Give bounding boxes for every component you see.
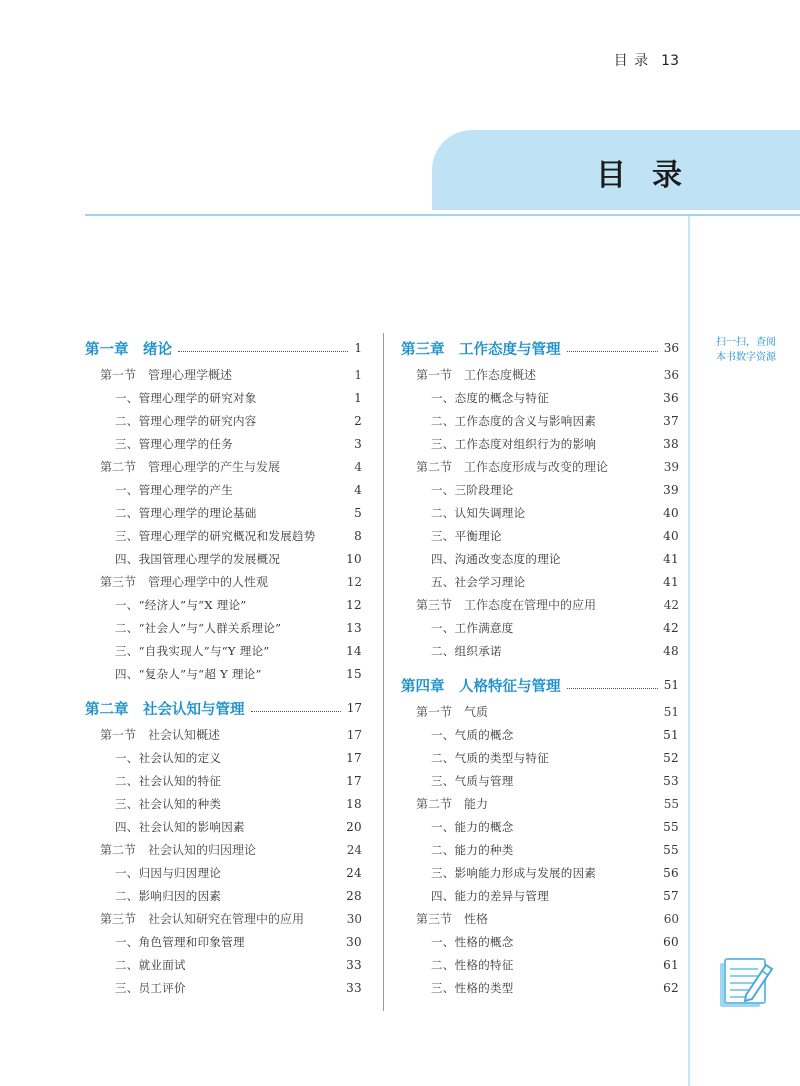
scan-note-line2: 本书数字资源 bbox=[716, 352, 776, 363]
item-page-number: 48 bbox=[663, 643, 679, 658]
dot-leader bbox=[178, 351, 348, 352]
item-page-number: 17 bbox=[346, 773, 362, 788]
toc-section[interactable] bbox=[85, 455, 362, 478]
toc-item[interactable] bbox=[401, 769, 679, 792]
item-page-number: 55 bbox=[663, 842, 679, 857]
chapter-title: 第三章 工作态度与管理 bbox=[401, 341, 561, 358]
item-page-number: 4 bbox=[354, 482, 362, 497]
section-title: 第一节 社会认知概述 bbox=[100, 728, 221, 742]
item-page-number: 41 bbox=[663, 574, 679, 589]
section-title: 第二节 能力 bbox=[416, 797, 489, 811]
item-title: 三、员工评价 bbox=[115, 980, 186, 995]
item-page-number: 36 bbox=[663, 390, 679, 405]
toc-section[interactable] bbox=[401, 907, 679, 930]
item-page-number: 42 bbox=[663, 620, 679, 635]
toc-item[interactable] bbox=[85, 662, 362, 685]
item-page-number: 3 bbox=[354, 436, 362, 451]
section-page-number: 42 bbox=[663, 597, 679, 612]
toc-section[interactable] bbox=[401, 700, 679, 723]
section-title: 第二节 工作态度形成与改变的理论 bbox=[416, 460, 609, 474]
item-page-number: 13 bbox=[346, 620, 362, 635]
section-title: 第三节 性格 bbox=[416, 912, 489, 926]
toc-item[interactable] bbox=[85, 432, 362, 455]
toc-item[interactable] bbox=[401, 976, 679, 999]
toc-item[interactable] bbox=[85, 409, 362, 432]
toc-item[interactable] bbox=[401, 409, 679, 432]
section-page-number: 12 bbox=[346, 574, 362, 589]
item-page-number: 52 bbox=[663, 750, 679, 765]
item-title: 二、就业面试 bbox=[115, 957, 186, 972]
item-title: 三、社会认知的种类 bbox=[115, 796, 222, 811]
item-title: 三、管理心理学的任务 bbox=[115, 436, 233, 451]
section-title: 第一节 工作态度概述 bbox=[416, 368, 537, 382]
item-title: 一、“经济人”与“X 理论” bbox=[115, 597, 247, 612]
dot-leader bbox=[567, 688, 658, 689]
item-title: 四、“复杂人”与“超 Y 理论” bbox=[115, 666, 262, 681]
item-page-number: 17 bbox=[346, 750, 362, 765]
item-title: 三、性格的类型 bbox=[431, 980, 514, 995]
chapter-title: 第二章 社会认知与管理 bbox=[85, 701, 245, 718]
toc-item[interactable] bbox=[401, 723, 679, 746]
toc-item[interactable] bbox=[401, 861, 679, 884]
chapter-page-number: 36 bbox=[663, 341, 679, 355]
toc-section[interactable] bbox=[85, 838, 362, 861]
toc-item[interactable] bbox=[85, 616, 362, 639]
item-page-number: 60 bbox=[663, 934, 679, 949]
toc-item[interactable] bbox=[401, 930, 679, 953]
item-title: 二、组织承诺 bbox=[431, 643, 502, 658]
toc-chapter[interactable] bbox=[401, 670, 679, 700]
toc-item[interactable] bbox=[85, 501, 362, 524]
toc-item[interactable] bbox=[85, 861, 362, 884]
item-page-number: 40 bbox=[663, 505, 679, 520]
item-title: 三、平衡理论 bbox=[431, 528, 502, 543]
toc-item[interactable] bbox=[85, 930, 362, 953]
toc-section[interactable] bbox=[85, 723, 362, 746]
toc-item[interactable] bbox=[401, 746, 679, 769]
toc-item[interactable] bbox=[85, 976, 362, 999]
item-page-number: 5 bbox=[354, 505, 362, 520]
note-edit-icon bbox=[716, 953, 774, 1011]
toc-section[interactable] bbox=[85, 570, 362, 593]
item-title: 四、沟通改变态度的理论 bbox=[431, 551, 561, 566]
item-page-number: 20 bbox=[346, 819, 362, 834]
item-title: 二、管理心理学的研究内容 bbox=[115, 413, 257, 428]
item-title: 二、影响归因的因素 bbox=[115, 888, 222, 903]
item-title: 五、社会学习理论 bbox=[431, 574, 526, 589]
item-title: 二、社会认知的特征 bbox=[115, 773, 222, 788]
item-page-number: 56 bbox=[663, 865, 679, 880]
toc-item[interactable] bbox=[85, 746, 362, 769]
section-page-number: 39 bbox=[663, 459, 679, 474]
toc-item[interactable] bbox=[401, 838, 679, 861]
section-page-number: 24 bbox=[346, 842, 362, 857]
item-title: 三、气质与管理 bbox=[431, 773, 514, 788]
item-page-number: 61 bbox=[663, 957, 679, 972]
section-title: 第一节 管理心理学概述 bbox=[100, 368, 233, 382]
item-page-number: 28 bbox=[346, 888, 362, 903]
section-title: 第三节 工作态度在管理中的应用 bbox=[416, 598, 597, 612]
item-title: 二、气质的类型与特征 bbox=[431, 750, 549, 765]
item-title: 二、能力的种类 bbox=[431, 842, 514, 857]
item-title: 三、管理心理学的研究概况和发展趋势 bbox=[115, 528, 316, 543]
toc-item[interactable] bbox=[85, 769, 362, 792]
item-title: 四、社会认知的影响因素 bbox=[115, 819, 245, 834]
toc-item[interactable] bbox=[85, 524, 362, 547]
item-page-number: 10 bbox=[346, 551, 362, 566]
toc-item[interactable] bbox=[401, 386, 679, 409]
column-divider bbox=[383, 333, 384, 1011]
dot-leader bbox=[251, 711, 341, 712]
item-title: 一、工作满意度 bbox=[431, 620, 514, 635]
toc-section[interactable] bbox=[85, 363, 362, 386]
toc-item[interactable] bbox=[401, 432, 679, 455]
toc-item[interactable] bbox=[85, 884, 362, 907]
item-page-number: 37 bbox=[663, 413, 679, 428]
toc-item[interactable] bbox=[85, 815, 362, 838]
toc-section[interactable] bbox=[401, 792, 679, 815]
item-title: 二、管理心理学的理论基础 bbox=[115, 505, 257, 520]
toc-item[interactable] bbox=[401, 547, 679, 570]
item-page-number: 41 bbox=[663, 551, 679, 566]
item-page-number: 2 bbox=[354, 413, 362, 428]
section-title: 第一节 气质 bbox=[416, 705, 489, 719]
toc-item[interactable] bbox=[401, 570, 679, 593]
toc-item[interactable] bbox=[401, 478, 679, 501]
toc-item[interactable] bbox=[401, 953, 679, 976]
item-page-number: 40 bbox=[663, 528, 679, 543]
section-page-number: 60 bbox=[663, 911, 679, 926]
chapter-page-number: 51 bbox=[663, 678, 679, 692]
item-title: 三、影响能力形成与发展的因素 bbox=[431, 865, 597, 880]
section-page-number: 36 bbox=[663, 367, 679, 382]
item-title: 一、能力的概念 bbox=[431, 819, 514, 834]
toc-section[interactable] bbox=[401, 593, 679, 616]
item-page-number: 12 bbox=[346, 597, 362, 612]
item-page-number: 18 bbox=[346, 796, 362, 811]
item-page-number: 30 bbox=[346, 934, 362, 949]
toc-section[interactable] bbox=[401, 363, 679, 386]
toc-item[interactable] bbox=[401, 501, 679, 524]
item-page-number: 24 bbox=[346, 865, 362, 880]
section-page-number: 4 bbox=[354, 459, 362, 474]
toc-item[interactable] bbox=[85, 953, 362, 976]
section-page-number: 30 bbox=[346, 911, 362, 926]
item-title: 二、认知失调理论 bbox=[431, 505, 526, 520]
section-title: 第三节 管理心理学中的人性观 bbox=[100, 575, 269, 589]
section-page-number: 1 bbox=[354, 367, 362, 382]
toc-chapter[interactable] bbox=[85, 693, 362, 723]
toc-item[interactable] bbox=[401, 616, 679, 639]
item-title: 一、性格的概念 bbox=[431, 934, 514, 949]
item-title: 三、“自我实现人”与“Y 理论” bbox=[115, 643, 270, 658]
toc-section[interactable] bbox=[401, 455, 679, 478]
item-title: 四、我国管理心理学的发展概况 bbox=[115, 551, 281, 566]
chapter-page-number: 1 bbox=[354, 341, 362, 355]
section-title: 第二节 管理心理学的产生与发展 bbox=[100, 460, 281, 474]
item-page-number: 62 bbox=[663, 980, 679, 995]
header-rule bbox=[85, 214, 800, 216]
toc-section[interactable] bbox=[85, 907, 362, 930]
item-title: 四、能力的差异与管理 bbox=[431, 888, 549, 903]
item-title: 一、角色管理和印象管理 bbox=[115, 934, 245, 949]
scan-note-line1: 扫一扫，查阅 bbox=[716, 337, 776, 348]
item-title: 一、归因与归因理论 bbox=[115, 865, 222, 880]
toc-item[interactable] bbox=[85, 386, 362, 409]
item-title: 二、“社会人”与“人群关系理论” bbox=[115, 620, 282, 635]
item-page-number: 15 bbox=[346, 666, 362, 681]
item-title: 一、态度的概念与特征 bbox=[431, 390, 549, 405]
item-title: 一、管理心理学的产生 bbox=[115, 482, 233, 497]
toc-chapter[interactable] bbox=[401, 333, 679, 363]
item-title: 三、工作态度对组织行为的影响 bbox=[431, 436, 597, 451]
toc-left-column bbox=[85, 333, 362, 999]
item-page-number: 33 bbox=[346, 980, 362, 995]
item-page-number: 1 bbox=[354, 390, 362, 405]
running-header bbox=[614, 50, 679, 70]
toc-item[interactable] bbox=[401, 524, 679, 547]
margin-rule bbox=[688, 216, 690, 1086]
item-page-number: 53 bbox=[663, 773, 679, 788]
chapter-title: 第一章 绪论 bbox=[85, 341, 172, 358]
section-title: 第二节 社会认知的归因理论 bbox=[100, 843, 257, 857]
page-title: 目录 bbox=[596, 158, 708, 193]
item-page-number: 51 bbox=[663, 727, 679, 742]
item-page-number: 14 bbox=[346, 643, 362, 658]
running-header-title: 目 录 bbox=[613, 53, 650, 69]
item-title: 一、三阶段理论 bbox=[431, 482, 514, 497]
toc-item[interactable] bbox=[85, 547, 362, 570]
item-page-number: 38 bbox=[663, 436, 679, 451]
dot-leader bbox=[567, 351, 658, 352]
item-title: 一、管理心理学的研究对象 bbox=[115, 390, 257, 405]
chapter-page-number: 17 bbox=[346, 701, 362, 715]
section-page-number: 17 bbox=[346, 727, 362, 742]
toc-item[interactable] bbox=[85, 639, 362, 662]
section-page-number: 55 bbox=[663, 796, 679, 811]
toc-chapter[interactable] bbox=[85, 333, 362, 363]
section-title: 第三节 社会认知研究在管理中的应用 bbox=[100, 912, 305, 926]
toc-item[interactable] bbox=[401, 639, 679, 662]
item-page-number: 33 bbox=[346, 957, 362, 972]
item-title: 一、气质的概念 bbox=[431, 727, 514, 742]
item-title: 二、性格的特征 bbox=[431, 957, 514, 972]
chapter-title: 第四章 人格特征与管理 bbox=[401, 678, 561, 695]
item-page-number: 39 bbox=[663, 482, 679, 497]
item-title: 一、社会认知的定义 bbox=[115, 750, 222, 765]
toc-item[interactable] bbox=[85, 792, 362, 815]
item-page-number: 8 bbox=[354, 528, 362, 543]
toc-item[interactable] bbox=[85, 478, 362, 501]
item-title: 二、工作态度的含义与影响因素 bbox=[431, 413, 597, 428]
running-header-page-number: 13 bbox=[661, 53, 679, 69]
toc-item[interactable] bbox=[401, 884, 679, 907]
toc-item[interactable] bbox=[85, 593, 362, 616]
scan-qr-note[interactable] bbox=[716, 335, 796, 365]
section-page-number: 51 bbox=[663, 704, 679, 719]
item-page-number: 55 bbox=[663, 819, 679, 834]
item-page-number: 57 bbox=[663, 888, 679, 903]
toc-item[interactable] bbox=[401, 815, 679, 838]
toc-right-column bbox=[401, 333, 679, 999]
